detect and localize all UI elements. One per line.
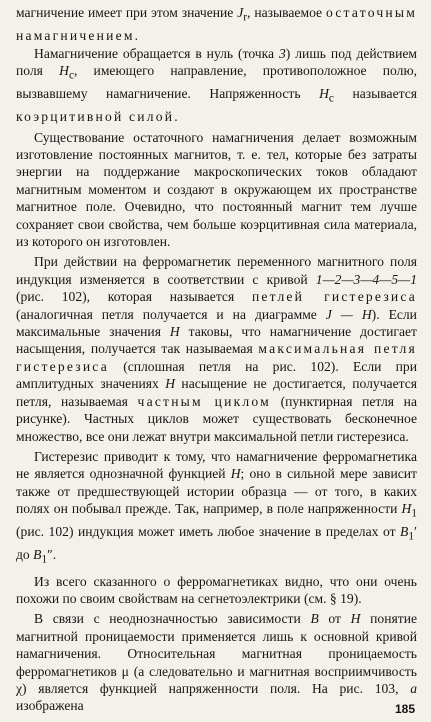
spaced-term: петлей гистерезиса	[251, 289, 417, 305]
subscript: c	[68, 69, 74, 82]
italic-symbol: H	[169, 324, 180, 340]
italic-symbol: B	[33, 547, 42, 563]
italic-symbol: J	[237, 5, 244, 20]
paragraph: При действии на ферромагнетик переменного магнитного поля индукция изменяется в соответствии с кривой 1—2—3—4—5—1 (рис. 102), которая называется петлей гистерезиса (аналогичная петля получается и на диаграмме J — H). Если максимальные значения H таковы, что намагничение достигает насыщения, получается так называемая максимальная петля гистерезиса (сплошная петля на рис. 102). Если при амплитудных значениях H насыщение не достигается, получается петля, называемая частным циклом (пунктирная петля на рисунке). Частных циклов может существовать бесконечное множество, все они лежат внутри максимальной петли гистерезиса.	[16, 254, 417, 444]
italic-symbol: H	[319, 86, 329, 102]
subscript: r	[243, 11, 248, 24]
italic-symbol: 3	[279, 45, 286, 61]
subscript: 1	[411, 507, 417, 520]
italic-symbol: H	[230, 466, 241, 482]
subscript: c	[328, 92, 334, 105]
italic-symbol: а	[410, 680, 417, 696]
spaced-term: коэрцитивной силой	[16, 109, 175, 125]
body-text	[16, 4, 417, 715]
italic-symbol: 1—2—3—4—5—1	[315, 271, 417, 287]
italic-symbol: B	[310, 611, 319, 627]
page-number: 185	[394, 702, 415, 716]
spaced-term: максимальная петля гистерезиса	[16, 341, 417, 374]
paragraph: Гистерезис приводит к тому, что намагничение ферромагнетика не является однозначной функцией H; оно в сильной мере зависит также от предшествующей истории образца — от того, в каких полях он побывал прежде. Так, например, в поле напряженности $H_1$ (рис. 102) индукция может иметь любое значение в пределах от $B_1'$ до $B_1''$.	[16, 448, 417, 567]
italic-symbol: H	[59, 62, 69, 78]
subscript: 1	[41, 554, 48, 567]
paragraph: Существование остаточного намагничения делает возможным изготовление постоянных магнитов, т. е. тел, которые без затраты энергии на поддержание макроскопических токов обладают магнитным моментом и создают в окружающем их пространстве магнитное поле. Очевидно, что постоянный магнит тем лучше сохраняет свои свойства, чем больше коэрцитивная сила материала, из которого он изготовлен.	[16, 129, 417, 250]
italic-symbol: H	[350, 611, 361, 627]
italic-symbol: H	[165, 376, 176, 392]
paragraph: Намагничение обращается в нуль (точка 3) лишь под действием поля $H_c$, имеющего направление, противоположное полю, вызвавшему намагничение. Напряженность $H_c$ называется коэрцитивной силой.	[16, 45, 418, 125]
italic-symbol: B	[400, 524, 409, 540]
italic-symbol: H	[401, 501, 412, 517]
paragraph: Из всего сказанного о ферромагнетиках видно, что они очень похожи по своим свойствам на сегнетоэлектрики (см. § 19).	[16, 573, 417, 606]
spaced-term: остаточным намагничением	[16, 5, 417, 44]
subscript: 1	[408, 530, 415, 543]
spaced-term: частным циклом	[137, 393, 271, 409]
paragraph: магничение имеет при этом значение $J_r$, называемое остаточным намагничением.	[16, 5, 417, 44]
paragraph: В связи с неоднозначностью зависимости B от H понятие магнитной проницаемости применяется лишь к основной кривой намагничения. Относительная магнитная проницаемость ферромагнетиков μ (а следовательно и магнитная восприимчивость χ) является функцией напряженности поля. На рис. 103, а изображена	[16, 611, 418, 714]
italic-symbol: J — H	[325, 306, 372, 322]
